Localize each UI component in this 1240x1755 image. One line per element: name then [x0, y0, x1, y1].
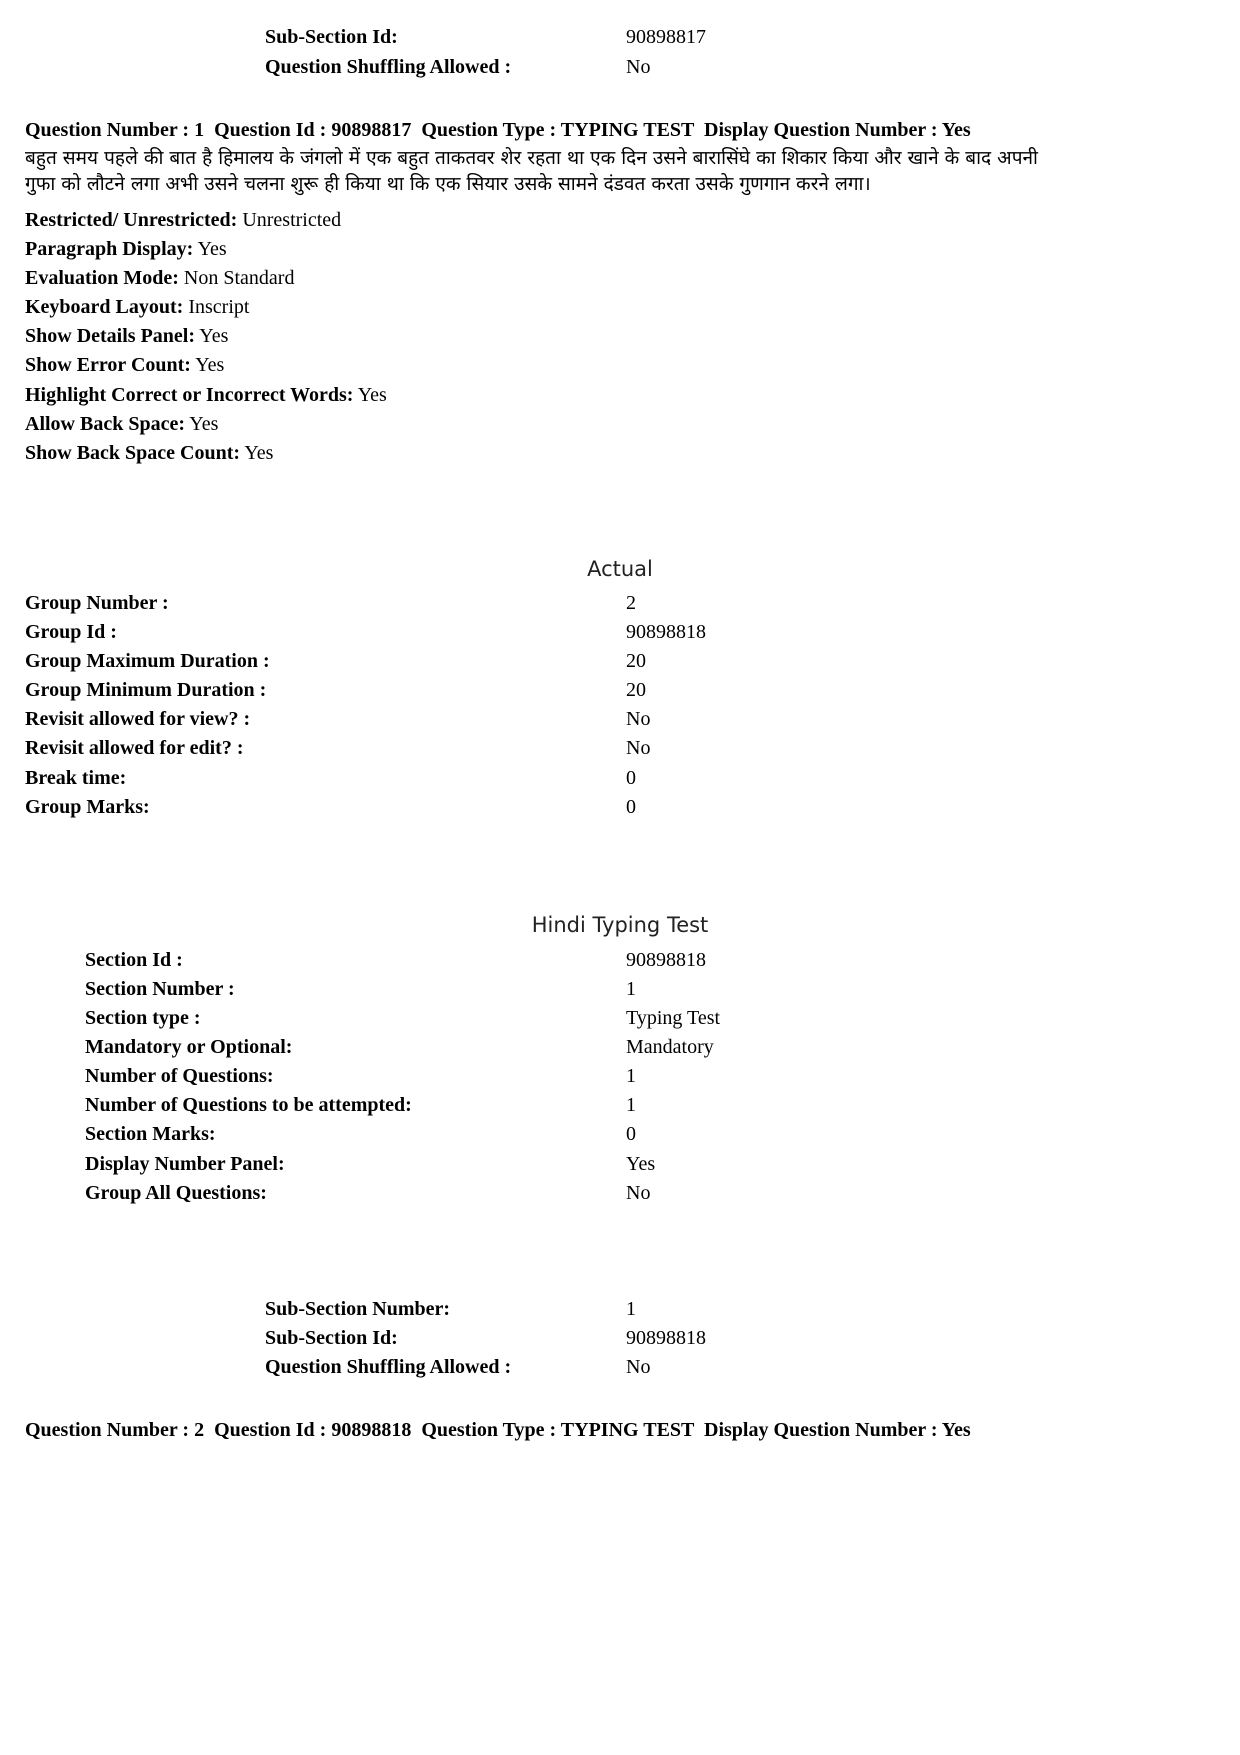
section-row-value: 90898818 [626, 949, 706, 971]
section-row-value: Mandatory [626, 1036, 714, 1058]
prop-restricted: Restricted/ Unrestricted: Unrestricted [25, 209, 342, 231]
subsection1-shuffle-label: Question Shuffling Allowed : [265, 56, 512, 78]
subsection2-id-label: Sub-Section Id: [265, 1327, 398, 1349]
section-row-label: Section Number : [85, 978, 235, 1000]
subsection2-shuffle-row [0, 1356, 1240, 1385]
group-row-label: Group Minimum Duration : [25, 679, 267, 701]
prop-show-details-panel: Show Details Panel: Yes [25, 325, 229, 347]
group-row-label: Group Id : [25, 621, 117, 643]
section-heading: Hindi Typing Test [531, 913, 709, 937]
section-row-value: Yes [626, 1153, 656, 1175]
group-row [0, 592, 1240, 621]
subsection2-shuffle-value: No [626, 1356, 651, 1378]
group-row-label: Break time: [25, 767, 127, 789]
subsection2-id-value: 90898818 [626, 1327, 706, 1349]
group-row-label: Revisit allowed for edit? : [25, 737, 244, 759]
group-row [0, 708, 1240, 737]
group-row-value: 20 [626, 679, 646, 701]
group-row [0, 796, 1240, 825]
section-row [0, 949, 1240, 978]
section-row [0, 1065, 1240, 1094]
subsection1-shuffle-row [0, 56, 1240, 85]
group-row [0, 767, 1240, 796]
question1-header: Question Number : 1 Question Id : 90898817 Question Type : TYPING TEST Display Question Number : Yes [25, 119, 971, 141]
group-row-label: Revisit allowed for view? : [25, 708, 251, 730]
section-row-label: Number of Questions: [85, 1065, 274, 1087]
section-row-label: Mandatory or Optional: [85, 1036, 293, 1058]
subsection2-number-value: 1 [626, 1298, 636, 1320]
section-row-value: No [626, 1182, 651, 1204]
subsection1-id-label: Sub-Section Id: [265, 26, 398, 48]
subsection2-shuffle-label: Question Shuffling Allowed : [265, 1356, 512, 1378]
group-row-value: 0 [626, 767, 636, 789]
question2-header: Question Number : 2 Question Id : 90898818 Question Type : TYPING TEST Display Question Number : Yes [25, 1419, 971, 1441]
section-row [0, 1153, 1240, 1182]
group-row-value: 90898818 [626, 621, 706, 643]
section-row-label: Display Number Panel: [85, 1153, 285, 1175]
prop-keyboard-layout: Keyboard Layout: Inscript [25, 296, 250, 318]
prop-allow-back-space: Allow Back Space: Yes [25, 413, 219, 435]
question1-text-line1: बहुत समय पहले की बात है हिमालय के जंगलो में एक बहुत ताकतवर शेर रहता था एक दिन उसने बारासिंघे का शिकार किया और खाने के बाद अपनी [25, 147, 1038, 169]
group-row-label: Group Maximum Duration : [25, 650, 270, 672]
group-row-value: No [626, 737, 651, 759]
subsection1-id-value: 90898817 [626, 26, 706, 48]
section-row [0, 1094, 1240, 1123]
group-row-label: Group Marks: [25, 796, 150, 818]
subsection2-number-label: Sub-Section Number: [265, 1298, 451, 1320]
section-row-label: Section type : [85, 1007, 201, 1029]
prop-highlight-words: Highlight Correct or Incorrect Words: Yes [25, 384, 387, 406]
question1-text-line2: गुफा को लौटने लगा अभी उसने चलना शुरू ही किया था कि एक सियार उसके सामने दंडवत करता उसके गुणगान करने लगा। [25, 173, 871, 195]
subsection2-number-row [0, 1298, 1240, 1327]
section-row [0, 1036, 1240, 1065]
group-row [0, 621, 1240, 650]
section-row-value: 1 [626, 978, 636, 1000]
section-row-value: 1 [626, 1094, 636, 1116]
prop-show-error-count: Show Error Count: Yes [25, 354, 225, 376]
section-row [0, 978, 1240, 1007]
prop-show-back-space-count: Show Back Space Count: Yes [25, 442, 274, 464]
section-row [0, 1123, 1240, 1152]
subsection2-id-row [0, 1327, 1240, 1356]
section-row-value: Typing Test [626, 1007, 721, 1029]
section-row [0, 1182, 1240, 1211]
subsection1-id-row [0, 26, 1240, 55]
group-row-label: Group Number : [25, 592, 169, 614]
prop-evaluation-mode: Evaluation Mode: Non Standard [25, 267, 295, 289]
group-row-value: 20 [626, 650, 646, 672]
prop-paragraph-display: Paragraph Display: Yes [25, 238, 227, 260]
section-row-label: Number of Questions to be attempted: [85, 1094, 412, 1116]
group-row [0, 737, 1240, 766]
section-row-value: 0 [626, 1123, 636, 1145]
subsection1-shuffle-value: No [626, 56, 651, 78]
group-row-value: 2 [626, 592, 636, 614]
group-row-value: No [626, 708, 651, 730]
section-row-label: Section Id : [85, 949, 183, 971]
section-row-value: 1 [626, 1065, 636, 1087]
section-row-label: Group All Questions: [85, 1182, 267, 1204]
group-row-value: 0 [626, 796, 636, 818]
group-heading: Actual [587, 557, 653, 581]
group-row [0, 650, 1240, 679]
section-row [0, 1007, 1240, 1036]
group-row [0, 679, 1240, 708]
section-row-label: Section Marks: [85, 1123, 216, 1145]
